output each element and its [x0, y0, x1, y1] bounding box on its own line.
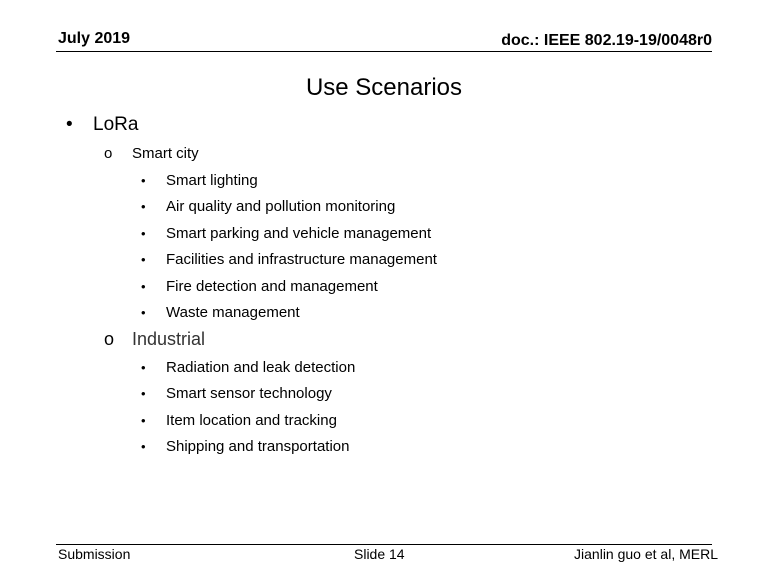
footer-slide-number: Slide 14 [354, 546, 405, 562]
item-bullet: • [141, 360, 146, 375]
bullet-marker: • [66, 114, 73, 135]
item-bullet: • [141, 386, 146, 402]
footer-divider [56, 544, 712, 545]
bullet-label-lora: LoRa [93, 114, 139, 135]
item-bullet: • [141, 278, 146, 294]
list-item-text: Smart parking and vehicle management [166, 224, 432, 242]
item-bullet: • [141, 252, 146, 268]
footer-author: Jianlin guo et al, MERL [574, 546, 718, 562]
list-item-text: Air quality and pollution monitoring [166, 198, 396, 216]
item-bullet: • [141, 199, 146, 215]
sub-bullet-marker: o [104, 329, 115, 349]
slide-title: Use Scenarios [305, 74, 463, 101]
list-item-text: Smart sensor technology [166, 385, 332, 403]
item-bullet: • [141, 173, 146, 188]
subheading-label: Industrial [132, 329, 206, 349]
header-doc-id: doc.: IEEE 802.19-19/0048r0 [501, 32, 712, 49]
list-item-text: Radiation and leak detection [166, 359, 356, 376]
list-item-text: Waste management [166, 303, 300, 321]
header-date: July 2019 [58, 30, 131, 47]
sub-bullet-marker: o [104, 145, 113, 162]
list-item-text: Item location and tracking [166, 411, 337, 429]
list-item-text: Shipping and transportation [166, 438, 350, 456]
header-divider [56, 51, 712, 52]
item-bullet: • [141, 225, 146, 241]
item-bullet: • [141, 439, 146, 455]
item-bullet: • [141, 412, 146, 428]
list-item-text: Facilities and infrastructure management [166, 251, 437, 269]
subheading-label: Smart city [132, 145, 199, 162]
footer-submission: Submission [58, 546, 131, 562]
item-bullet: • [141, 304, 146, 320]
list-item-text: Fire detection and management [166, 277, 378, 295]
list-item-text: Smart lighting [166, 172, 258, 189]
